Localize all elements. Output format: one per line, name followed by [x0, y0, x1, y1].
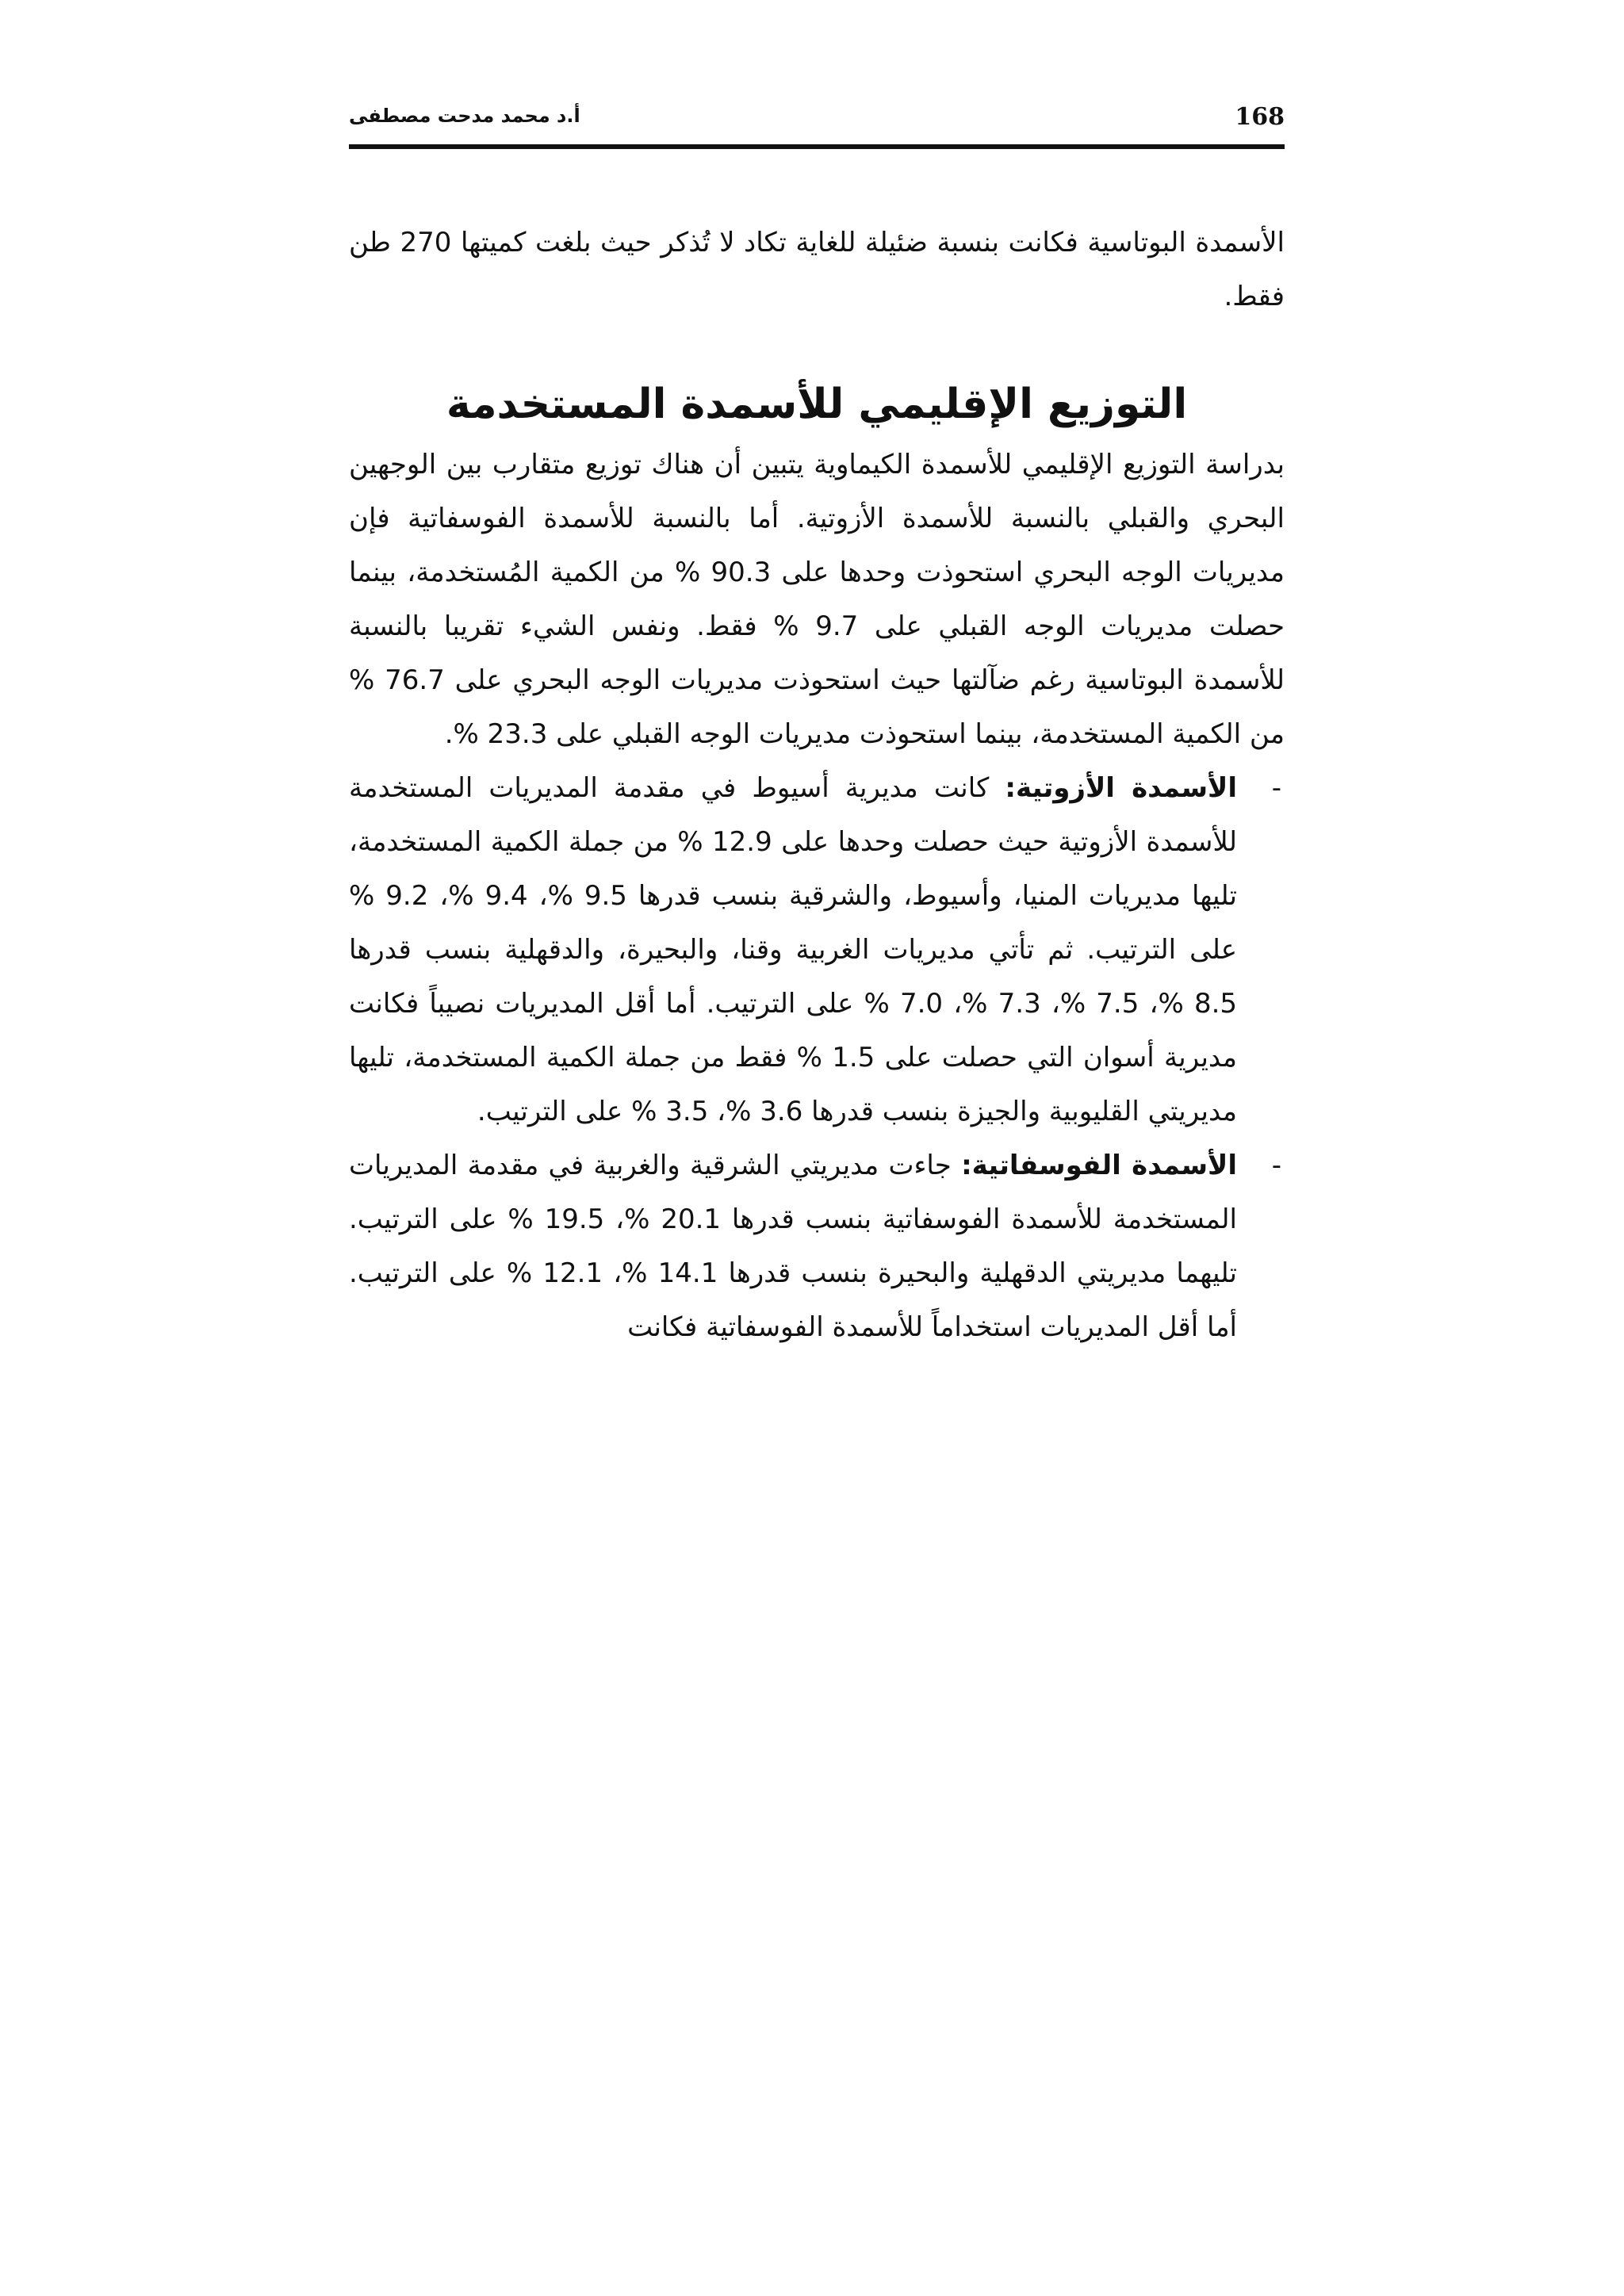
bullet-item-nitrogen	[349, 761, 1285, 1138]
bullet-text: كانت مديرية أسيوط في مقدمة المديريات المستخدمة للأسمدة الأزوتية حيث حصلت وحدها على 12.9 % من جملة الكمية المستخدمة، تليها مديريات المنيا، وأسيوط، والشرقية بنسب قدرها 9.5 %، 9.4 %، 9.2 % على الترتيب. ثم تأتي مديريات الغربية وقنا، والبحيرة، والدقهلية بنسب قدرها 8.5 %، 7.5 %، 7.3 %، 7.0 % على الترتيب. أما أقل المديريات نصيباً فكانت مديرية أسوان التي حصلت على 1.5 % فقط من جملة الكمية المستخدمة، تليها مديريتي القليوبية والجيزة بنسب قدرها 3.6 %، 3.5 % على الترتيب.	[349, 772, 1238, 1127]
bullet-text: جاءت مديريتي الشرقية والغربية في مقدمة المديريات المستخدمة للأسمدة الفوسفاتية بنسب قدرها 20.1 %، 19.5 % على الترتيب. تليهما مديريتي الدقهلية والبحيرة بنسب قدرها 14.1 %، 12.1 % على الترتيب. أما أقل المديريات استخداماً للأسمدة الفوسفاتية فكانت	[349, 1150, 1238, 1343]
running-header-author: أ.د محمد مدحت مصطفى	[349, 105, 580, 127]
bullet-dash: -	[1271, 772, 1281, 804]
section-title: التوزيع الإقليمي للأسمدة المستخدمة	[446, 381, 1188, 428]
page-header	[349, 95, 1285, 149]
bullet-term: الأسمدة الفوسفاتية:	[961, 1150, 1237, 1181]
intro-paragraph: الأسمدة البوتاسية فكانت بنسبة ضئيلة للغاية تكاد لا تُذكر حيث بلغت كميتها 270 طن فقط.	[349, 227, 1285, 312]
bullet-dash: -	[1271, 1150, 1281, 1181]
bullet-term: الأسمدة الأزوتية:	[1005, 772, 1237, 804]
bullet-list	[349, 761, 1285, 1354]
document-page	[349, 95, 1285, 1354]
section-paragraph: بدراسة التوزيع الإقليمي للأسمدة الكيماوية يتبين أن هناك توزيع متقارب بين الوجهين البحري والقبلي بالنسبة للأسمدة الأزوتية. أما بالنسبة للأسمدة الفوسفاتية فإن مديريات الوجه البحري استحوذت وحدها على 90.3 % من الكمية المُستخدمة، بينما حصلت مديريات الوجه القبلي على 9.7 % فقط. ونفس الشيء تقريبا بالنسبة للأسمدة البوتاسية رغم ضآلتها حيث استحوذت مديريات الوجه البحري على 76.7 % من الكمية المستخدمة، بينما استحوذت مديريات الوجه القبلي على 23.3 %.	[349, 449, 1285, 750]
bullet-item-phosphate	[349, 1138, 1285, 1354]
header-rule	[349, 144, 1285, 149]
page-number: 168	[1235, 103, 1285, 131]
